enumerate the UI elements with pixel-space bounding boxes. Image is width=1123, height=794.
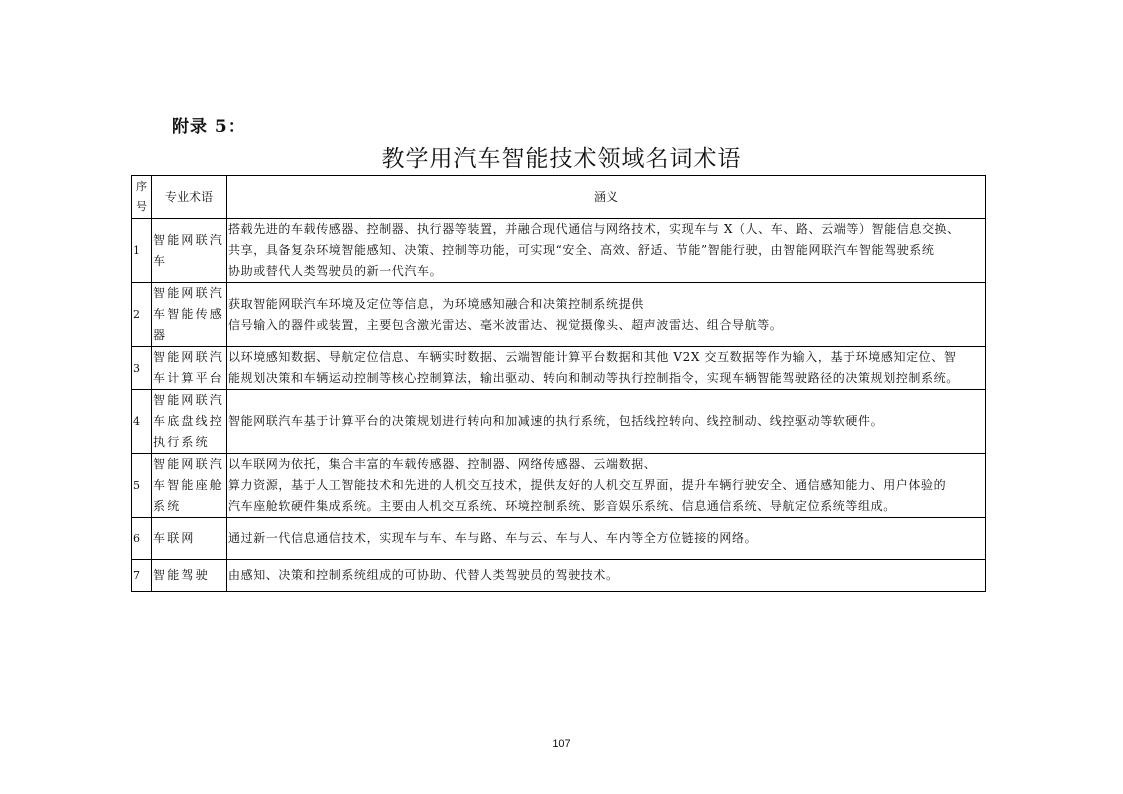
row-term: 智能网联汽车 xyxy=(152,219,227,283)
page-number: 107 xyxy=(552,738,571,750)
definition-line: 算力资源，基于人工智能技术和先进的人机交互技术，提供友好的人机交互界面，提升车辆行驶安全、通信感知能力、用户体验的 xyxy=(228,478,947,492)
row-definition xyxy=(227,390,986,454)
definition-line: 协助或替代人类驾驶员的新一代汽车。 xyxy=(228,264,443,278)
row-term: 智能网联汽车智能座舱系统 xyxy=(152,454,227,518)
definition-line: 智能网联汽车基于计算平台的决策规划进行转向和加减速的执行系统，包括线控转向、线控制动、线控驱动等软硬件。 xyxy=(228,414,884,428)
row-term: 智能驾驶 xyxy=(152,560,227,592)
row-number: 3 xyxy=(132,347,152,390)
row-number: 5 xyxy=(132,454,152,518)
terms-table xyxy=(131,175,986,592)
definition-line: 以环境感知数据、导航定位信息、车辆实时数据、云端智能计算平台数据和其他 V2X 交互数据等作为输入，基于环境感知定位、智 xyxy=(228,350,957,364)
row-term: 智能网联汽车智能传感器 xyxy=(152,283,227,347)
definition-line: 通过新一代信息通信技术，实现车与车、车与路、车与云、车与人、车内等全方位链接的网络。 xyxy=(228,531,758,545)
header-term: 专业术语 xyxy=(152,176,227,219)
definition-line: 搭载先进的车载传感器、控制器、执行器等装置，并融合现代通信与网络技术，实现车与 X（人、车、路、云端等）智能信息交换、 xyxy=(228,222,960,236)
definition-line: 信号输入的器件或装置，主要包含激光雷达、毫米波雷达、视觉摄像头、超声波雷达、组合导航等。 xyxy=(228,317,783,332)
row-term: 车联网 xyxy=(152,518,227,560)
appendix-label: 附录 5： xyxy=(172,117,246,137)
table-row xyxy=(132,518,986,560)
page-title: 教学用汽车智能技术领域名词术语 xyxy=(381,146,742,172)
table-row xyxy=(132,560,986,592)
definition-line: 由感知、决策和控制系统组成的可协助、代替人类驾驶员的驾驶技术。 xyxy=(228,568,619,582)
header-no: 序号 xyxy=(132,176,152,219)
row-number: 6 xyxy=(132,518,152,560)
row-definition xyxy=(227,518,986,560)
definition-line: 以车联网为依托，集合丰富的车载传感器、控制器、网络传感器、云端数据、 xyxy=(228,457,657,471)
header-definition: 涵义 xyxy=(227,176,986,219)
row-definition xyxy=(227,560,986,592)
table-row xyxy=(132,454,986,518)
definition-line: 获取智能网联汽车环境及定位等信息，为环境感知融合和决策控制系统提供 xyxy=(228,296,644,311)
row-number: 7 xyxy=(132,560,152,592)
definition-line: 共享，具备复杂环境智能感知、决策、控制等功能，可实现“安全、高效、舒适、节能”智能行驶，由智能网联汽车智能驾驶系统 xyxy=(228,243,935,257)
row-term: 智能网联汽车底盘线控执行系统 xyxy=(152,390,227,454)
row-definition xyxy=(227,454,986,518)
row-number: 4 xyxy=(132,390,152,454)
row-term: 智能网联汽车计算平台 xyxy=(152,347,227,390)
table-row xyxy=(132,219,986,283)
table-row xyxy=(132,390,986,454)
table-row xyxy=(132,347,986,390)
row-number: 1 xyxy=(132,219,152,283)
row-definition xyxy=(227,283,986,347)
definition-line: 汽车座舱软硬件集成系统。主要由人机交互系统、环境控制系统、影音娱乐系统、信息通信系统、导航定位系统等组成。 xyxy=(228,499,896,513)
definition-line: 能规划决策和车辆运动控制等核心控制算法，输出驱动、转向和制动等执行控制指令，实现车辆智能驾驶路径的决策规划控制系统。 xyxy=(228,371,959,385)
row-definition xyxy=(227,347,986,390)
row-definition xyxy=(227,219,986,283)
row-number: 2 xyxy=(132,283,152,347)
table-row xyxy=(132,283,986,347)
table-header-row xyxy=(132,176,986,219)
